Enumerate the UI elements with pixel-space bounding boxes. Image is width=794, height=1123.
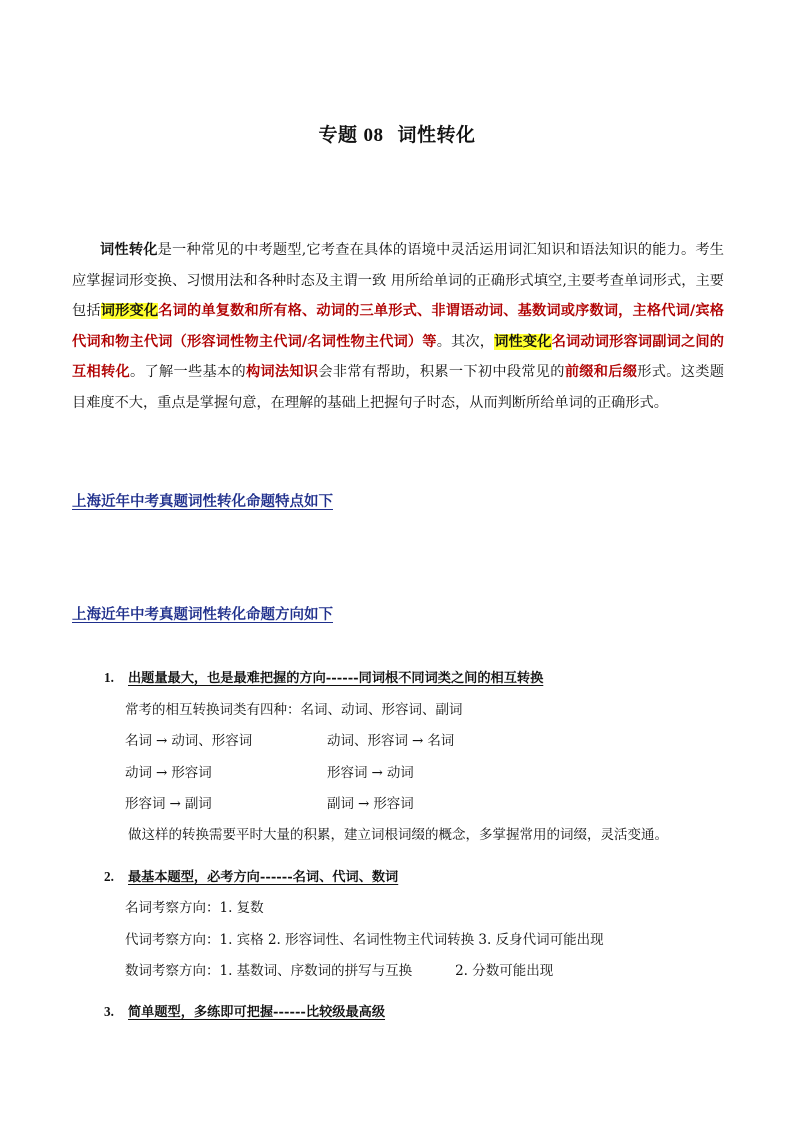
item-2-line-pronoun: 代词考察方向：1. 宾格 2. 形容词性、名词性物主代词转换 3. 反身代词可能出现: [125, 932, 604, 948]
intro-text-3: 。了解一些基本的: [129, 364, 246, 381]
pair-3-right-to: 形容词: [373, 796, 414, 812]
pair-1-right: [327, 729, 454, 749]
pair-2-right: [327, 761, 414, 781]
title-name: 词性转化: [397, 124, 476, 146]
pair-2-right-to: 动词: [386, 765, 414, 781]
arrow-icon: →: [358, 796, 370, 812]
item-3-heading: [104, 1001, 385, 1020]
item-1-number: 1.: [104, 670, 114, 685]
intro-red-1: 名词的单复数和所有格、动词的三单形式、非谓语动词、基数词或序数词，主格代词/宾格代词和物主代词（形容词性物主代词/名词性物主代词）等: [72, 303, 724, 350]
item-1-title: 出题量最大，也是最难把握的方向------同词根不同词类之间的相互转换: [128, 671, 544, 686]
item-3-title: 简单题型，多练即可把握------比较级最高级: [128, 1005, 386, 1020]
pair-2-left: [125, 761, 212, 781]
arrow-icon: →: [169, 796, 181, 812]
intro-red-3: 构词法知识: [245, 364, 319, 381]
intro-text-1: 是一种常见的中考题型,它考查在具体的语境中灵活运用词汇知识和语法知识的能力。考生应掌握词形变换、习惯用法和各种时态及主谓一致 用所给单词的正确形式填空,主要考查单词形式，主要包括: [72, 242, 724, 320]
item-2-title: 最基本题型，必考方向------名词、代词、数词: [128, 870, 399, 885]
intro-red-4: 前缀和后缀: [564, 364, 638, 381]
title-number: 08: [363, 125, 384, 146]
intro-paragraph: [72, 235, 724, 419]
item-1-note: 做这样的转换需要平时大量的积累，建立词根词缀的概念，多掌握常用的词缀，灵活变通。: [128, 827, 668, 843]
intro-text-5: 形式。这类题目难度不大，重点是掌握句意，在理解的基础上把握句子时态，从而判断所给单词的正确形式。: [72, 364, 724, 411]
pair-1-left-to: 动词、形容词: [171, 733, 253, 749]
item-1-intro-line: 常考的相互转换词类有四种：名词、动词、形容词、副词: [125, 702, 463, 718]
arrow-icon: →: [156, 733, 168, 749]
pair-3-left-to: 副词: [184, 796, 212, 812]
arrow-icon: →: [371, 765, 383, 781]
highlight-word-form: 词形变化: [100, 303, 159, 320]
arrow-icon: →: [156, 765, 168, 781]
pair-2-left-to: 形容词: [171, 765, 212, 781]
arrow-icon: →: [412, 733, 424, 749]
title-prefix: 专题: [318, 124, 358, 146]
item-2-line-noun: 名词考察方向：1. 复数: [125, 900, 264, 916]
pair-3-left-from: 形容词: [125, 796, 166, 812]
item-2-line-numeral: 数词考察方向：1. 基数词、序数词的拼写与互换 2. 分数可能出现: [125, 963, 554, 979]
intro-text-2: 。其次，: [436, 333, 495, 350]
pair-1-right-from: 动词、形容词: [327, 733, 408, 749]
intro-term: 词性转化: [100, 242, 158, 258]
page-title: [0, 120, 794, 147]
pair-3-right-from: 副词: [327, 796, 354, 812]
highlight-part-of-speech: 词性变化: [494, 333, 552, 350]
pair-1-left-from: 名词: [125, 733, 152, 749]
pair-3-right: [327, 792, 414, 812]
item-2-number: 2.: [104, 869, 114, 884]
item-1-heading: [104, 667, 543, 686]
pair-1-left: [125, 729, 252, 749]
pair-2-left-from: 动词: [125, 765, 152, 781]
intro-red-2: 名词动词形容词副词之间的互相转化: [72, 333, 724, 381]
intro-text-4: 会非常有帮助，积累一下初中段常见的: [318, 364, 565, 381]
pair-2-right-from: 形容词: [327, 765, 368, 781]
item-2-heading: [104, 866, 398, 885]
pair-3-left: [125, 792, 212, 812]
section-heading-features: 上海近年中考真题词性转化命题特点如下: [72, 493, 333, 510]
item-3-number: 3.: [104, 1004, 114, 1019]
section-heading-directions: 上海近年中考真题词性转化命题方向如下: [72, 606, 333, 623]
pair-1-right-to: 名词: [427, 733, 455, 749]
